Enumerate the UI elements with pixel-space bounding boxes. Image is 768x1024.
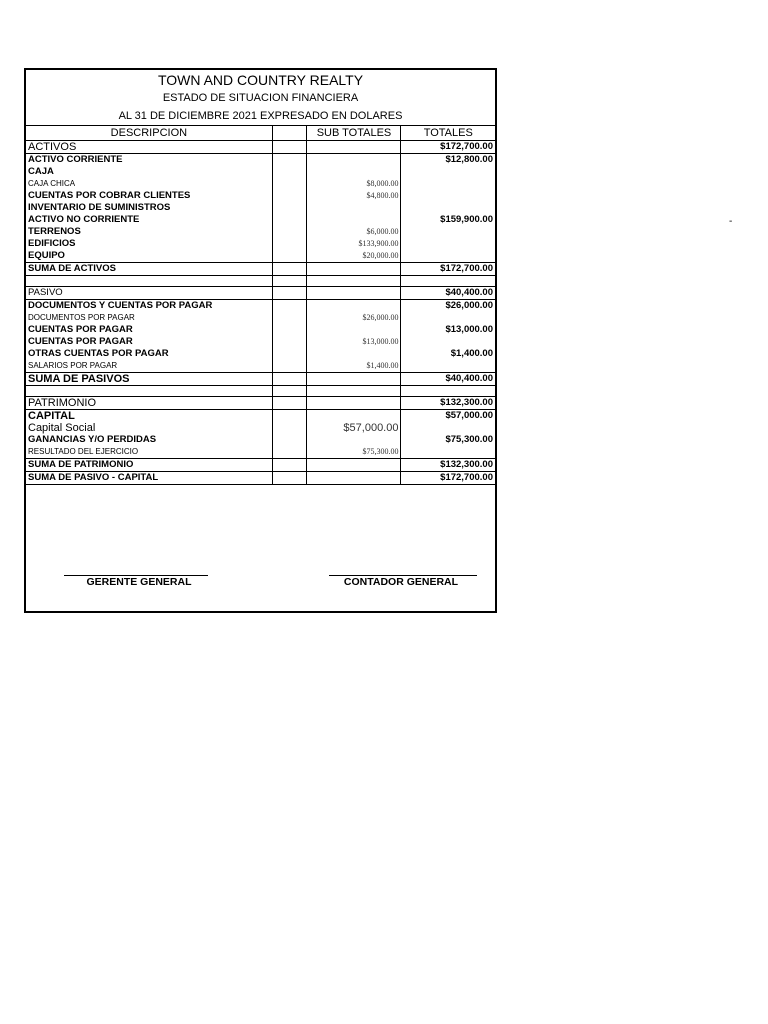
row-blank-cell xyxy=(272,166,307,178)
row-description: CAJA CHICA xyxy=(28,179,76,188)
row-blank-cell xyxy=(272,300,307,313)
row-subtotal xyxy=(307,166,401,178)
table-row xyxy=(26,472,495,485)
row-description: OTRAS CUENTAS POR PAGAR xyxy=(28,348,169,359)
row-subtotal: $26,000.00 xyxy=(307,312,401,324)
table-row xyxy=(26,250,495,263)
row-blank-cell xyxy=(272,178,307,190)
row-description: SUMA DE PASIVO - CAPITAL xyxy=(26,472,272,485)
row-subtotal xyxy=(307,214,401,226)
row-subtotal: $133,900.00 xyxy=(307,238,401,250)
row-description: SALARIOS POR PAGAR xyxy=(28,361,118,370)
row-total: $26,000.00 xyxy=(401,300,495,313)
row-subtotal: $57,000.00 xyxy=(307,422,401,434)
table-row xyxy=(26,178,495,190)
balance-table xyxy=(26,125,495,485)
row-description xyxy=(26,386,272,397)
row-blank-cell xyxy=(272,422,307,434)
row-blank-cell xyxy=(272,154,307,167)
row-description: CAPITAL xyxy=(26,410,272,423)
table-row xyxy=(26,154,495,167)
row-total: $13,000.00 xyxy=(401,324,495,336)
row-blank-cell xyxy=(272,263,307,276)
row-total xyxy=(401,190,495,202)
row-total xyxy=(401,446,495,459)
row-blank-cell xyxy=(272,276,307,287)
manager-signature-label: GERENTE GENERAL xyxy=(86,576,192,588)
row-total xyxy=(401,226,495,238)
row-total: $159,900.00 xyxy=(401,214,495,226)
statement-date-line: AL 31 DE DICIEMBRE 2021 EXPRESADO EN DOLARES xyxy=(118,110,403,122)
column-header-blank xyxy=(272,126,307,141)
row-blank-cell xyxy=(272,410,307,423)
row-subtotal: $8,000.00 xyxy=(307,178,401,190)
row-description: SUMA DE ACTIVOS xyxy=(26,263,272,276)
row-subtotal xyxy=(307,459,401,472)
row-description: TERRENOS xyxy=(28,226,81,237)
statement-title: ESTADO DE SITUACION FINANCIERA xyxy=(162,92,359,104)
row-total xyxy=(401,178,495,190)
balance-sheet xyxy=(24,68,497,613)
row-total xyxy=(401,238,495,250)
row-subtotal xyxy=(307,202,401,214)
row-total xyxy=(401,202,495,214)
row-description: ACTIVO CORRIENTE xyxy=(26,154,272,167)
row-description: EDIFICIOS xyxy=(28,238,76,249)
table-row xyxy=(26,410,495,423)
row-subtotal xyxy=(307,410,401,423)
row-description: PATRIMONIO xyxy=(26,397,272,410)
row-description: RESULTADO DEL EJERCICIO xyxy=(28,447,139,456)
row-description: EQUIPO xyxy=(28,250,65,261)
row-subtotal xyxy=(307,263,401,276)
table-row xyxy=(26,446,495,459)
row-subtotal xyxy=(307,373,401,386)
row-description: GANANCIAS Y/O PERDIDAS xyxy=(28,434,157,445)
table-row xyxy=(26,166,495,178)
row-subtotal: $20,000.00 xyxy=(307,250,401,263)
row-total: $12,800.00 xyxy=(401,154,495,167)
row-total xyxy=(401,336,495,348)
table-row xyxy=(26,226,495,238)
row-blank-cell xyxy=(272,397,307,410)
row-blank-cell xyxy=(272,287,307,300)
table-row xyxy=(26,336,495,348)
row-subtotal xyxy=(307,287,401,300)
row-description: CUENTAS POR PAGAR xyxy=(28,324,133,335)
row-total xyxy=(401,166,495,178)
row-total xyxy=(401,250,495,263)
row-total xyxy=(401,360,495,373)
row-total: $172,700.00 xyxy=(401,263,495,276)
row-total xyxy=(401,276,495,287)
row-blank-cell xyxy=(272,226,307,238)
row-description: SUMA DE PASIVOS xyxy=(26,373,272,386)
table-row xyxy=(26,324,495,336)
row-blank-cell xyxy=(272,202,307,214)
table-row xyxy=(26,276,495,287)
row-subtotal xyxy=(307,434,401,446)
row-description: PASIVO xyxy=(26,287,272,300)
table-row xyxy=(26,386,495,397)
row-blank-cell xyxy=(272,250,307,263)
row-subtotal xyxy=(307,324,401,336)
row-blank-cell xyxy=(272,238,307,250)
row-subtotal xyxy=(307,386,401,397)
row-description: CUENTAS POR COBRAR CLIENTES xyxy=(28,190,191,201)
row-blank-cell xyxy=(272,373,307,386)
table-row xyxy=(26,202,495,214)
row-total: $40,400.00 xyxy=(401,287,495,300)
table-row xyxy=(26,287,495,300)
row-description: ACTIVOS xyxy=(26,141,272,154)
row-subtotal xyxy=(307,348,401,360)
table-row xyxy=(26,312,495,324)
table-row xyxy=(26,434,495,446)
row-subtotal: $1,400.00 xyxy=(307,360,401,373)
row-total: $172,700.00 xyxy=(401,472,495,485)
row-description: CUENTAS POR PAGAR xyxy=(28,336,133,347)
row-blank-cell xyxy=(272,348,307,360)
row-blank-cell xyxy=(272,141,307,154)
row-description: ACTIVO NO CORRIENTE xyxy=(28,214,140,225)
row-total xyxy=(401,312,495,324)
row-blank-cell xyxy=(272,434,307,446)
table-row xyxy=(26,238,495,250)
table-row xyxy=(26,422,495,434)
row-total: $132,300.00 xyxy=(401,459,495,472)
row-subtotal: $13,000.00 xyxy=(307,336,401,348)
row-total: $172,700.00 xyxy=(401,141,495,154)
row-total: $40,400.00 xyxy=(401,373,495,386)
table-row xyxy=(26,397,495,410)
row-total xyxy=(401,386,495,397)
column-header-subtotals: SUB TOTALES xyxy=(307,126,401,141)
row-total: $1,400.00 xyxy=(401,348,495,360)
column-header-description: DESCRIPCION xyxy=(26,126,272,141)
row-subtotal xyxy=(307,472,401,485)
row-blank-cell xyxy=(272,459,307,472)
row-blank-cell xyxy=(272,324,307,336)
table-row xyxy=(26,263,495,276)
row-subtotal: $4,800.00 xyxy=(307,190,401,202)
row-subtotal xyxy=(307,141,401,154)
row-blank-cell xyxy=(272,214,307,226)
table-row xyxy=(26,214,495,226)
row-subtotal: $6,000.00 xyxy=(307,226,401,238)
row-total xyxy=(401,422,495,434)
row-description: DOCUMENTOS Y CUENTAS POR PAGAR xyxy=(26,300,272,313)
row-subtotal xyxy=(307,300,401,313)
row-total: $75,300.00 xyxy=(401,434,495,446)
row-blank-cell xyxy=(272,446,307,459)
row-description: DOCUMENTOS POR PAGAR xyxy=(28,313,135,322)
company-name: TOWN AND COUNTRY REALTY xyxy=(157,72,364,88)
accountant-signature-label: CONTADOR GENERAL xyxy=(343,576,459,588)
row-description: SUMA DE PATRIMONIO xyxy=(26,459,272,472)
row-blank-cell xyxy=(272,472,307,485)
table-row xyxy=(26,373,495,386)
row-subtotal xyxy=(307,154,401,167)
table-row xyxy=(26,190,495,202)
row-description: INVENTARIO DE SUMINISTROS xyxy=(28,202,171,213)
row-subtotal: $75,300.00 xyxy=(307,446,401,459)
row-blank-cell xyxy=(272,190,307,202)
row-description xyxy=(26,276,272,287)
table-row xyxy=(26,348,495,360)
table-row xyxy=(26,141,495,154)
table-row xyxy=(26,300,495,313)
stray-mark: - xyxy=(729,216,733,227)
column-header-row xyxy=(26,126,495,141)
column-header-totals: TOTALES xyxy=(401,126,495,141)
table-row xyxy=(26,360,495,373)
row-blank-cell xyxy=(272,386,307,397)
row-total: $57,000.00 xyxy=(401,410,495,423)
row-total: $132,300.00 xyxy=(401,397,495,410)
row-blank-cell xyxy=(272,360,307,373)
row-blank-cell xyxy=(272,336,307,348)
row-subtotal xyxy=(307,397,401,410)
row-description: Capital Social xyxy=(28,422,96,434)
row-blank-cell xyxy=(272,312,307,324)
row-description: CAJA xyxy=(28,166,54,177)
row-subtotal xyxy=(307,276,401,287)
table-row xyxy=(26,459,495,472)
